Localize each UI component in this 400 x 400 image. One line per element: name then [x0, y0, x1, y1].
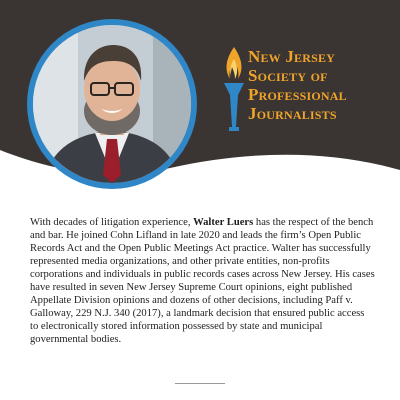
logo-text	[248, 47, 347, 123]
portrait-illustration	[33, 25, 191, 183]
logo-line-4: Journalists	[248, 104, 337, 123]
sopj-logo	[218, 45, 393, 145]
logo-line-2: Society of	[248, 66, 328, 85]
bio-intro: With decades of litigation experience,	[30, 217, 194, 228]
portrait-photo	[33, 25, 191, 183]
logo-line-3: Professional	[248, 85, 347, 104]
bio-paragraph	[30, 216, 375, 346]
divider-line	[175, 383, 225, 384]
bio-name: Walter Luers	[193, 217, 254, 228]
bio-text: has the respect of the bench and bar. He joined Cohn Lifland in late 2020 and leads the firm’s Open Public Records Act and the Open Public Meetings Act practice. Walter has successfully represented media organizations, and other private entities, non-profits corporations and individuals in public records cases across New Jersey. His cases have resulted in seven New Jersey Supreme Court opinions, eight published Appellate Division opinions and dozens of other decisions, including Paff v. Galloway, 229 N.J. 340 (2017), a landmark decision that ensured public access to electronically stored information possessed by state and municipal governmental bodies.	[30, 217, 375, 345]
logo-line-1: New Jersey	[248, 47, 336, 66]
torch-icon	[218, 45, 250, 135]
